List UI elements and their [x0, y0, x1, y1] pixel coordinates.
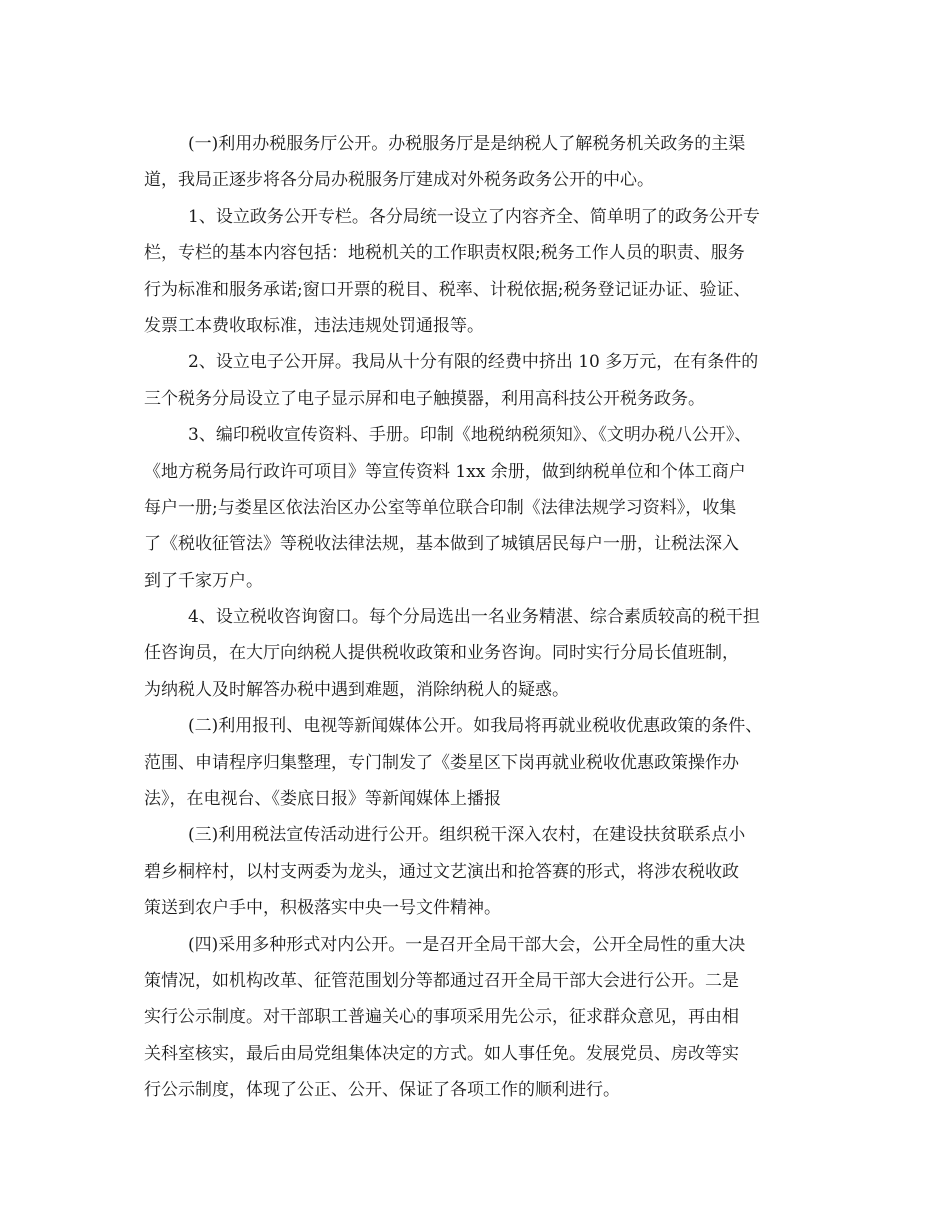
paragraph-line: 法》，在电视台、《娄底日报》等新闻媒体上播报 [144, 789, 501, 810]
paragraph-p4 [144, 417, 816, 599]
paragraph-line: 行公示制度，体现了公正、公开、保证了各项工作的顺利进行。 [144, 1080, 620, 1101]
paragraph-line: 4、设立税收咨询窗口。每个分局选出一名业务精湛、综合素质较高的税干担 [188, 607, 760, 628]
paragraph-line: 碧乡桐梓村，以村支两委为龙头，通过文艺演出和抢答赛的形式，将涉农税收政 [144, 861, 739, 882]
paragraph-line: 关科室核实，最后由局党组集体决定的方式。如人事任免。发展党员、房改等实 [144, 1043, 739, 1064]
paragraph-line: (三)利用税法宣传活动进行公开。组织税干深入农村，在建设扶贫联系点小 [188, 825, 746, 846]
paragraph-line: 3、编印税收宣传资料、手册。印制《地税纳税须知》、《文明办税八公开》、 [188, 425, 752, 446]
paragraph-line: (二)利用报刊、电视等新闻媒体公开。如我局将再就业税收优惠政策的条件、 [188, 716, 763, 737]
paragraph-line: 2、设立电子公开屏。我局从十分有限的经费中挤出 10 多万元，在有条件的 [188, 352, 759, 373]
paragraph-p6 [144, 708, 816, 817]
paragraph-line: 1、设立政务公开专栏。各分局统一设立了内容齐全、简单明了的政务公开专 [188, 206, 760, 227]
paragraph-line: 三个税务分局设立了电子显示屏和电子触摸器，利用高科技公开税务政务。 [144, 388, 705, 409]
paragraph-line: 实行公示制度。对干部职工普遍关心的事项采用先公示，征求群众意见，再由相 [144, 1007, 739, 1028]
paragraph-p2 [144, 199, 816, 345]
paragraph-line: 到了千家万户。 [144, 570, 263, 591]
paragraph-line: 策情况，如机构改革、征管范围划分等都通过召开全局干部大会进行公开。二是 [144, 970, 739, 991]
paragraph-line: 任咨询员，在大厅向纳税人提供税收政策和业务咨询。同时实行分局长值班制， [144, 643, 739, 664]
paragraph-p8 [144, 927, 816, 1109]
paragraph-line: (一)利用办税服务厅公开。办税服务厅是是纳税人了解税务机关政务的主渠 [188, 134, 746, 154]
paragraph-line: 了《税收征管法》等税收法律法规，基本做到了城镇居民每户一册，让税法深入 [144, 534, 739, 555]
paragraph-line: 范围、申请程序归集整理，专门制发了《娄星区下岗再就业税收优惠政策操作办 [144, 752, 739, 773]
paragraph-p7 [144, 817, 816, 926]
paragraph-line: 道，我局正逐步将各分局办税服务厅建成对外税务政务公开的中心。 [144, 170, 654, 191]
paragraph-line: 《地方税务局行政许可项目》等宣传资料 1xx 余册，做到纳税单位和个体工商户 [144, 461, 746, 482]
paragraph-p5 [144, 599, 816, 708]
paragraph-p3 [144, 344, 816, 417]
paragraph-line: 为纳税人及时解答办税中遇到难题，消除纳税人的疑惑。 [144, 679, 569, 700]
paragraph-line: 每户一册;与娄星区依法治区办公室等单位联合印制《法律法规学习资料》，收集 [144, 497, 737, 518]
document-page [144, 126, 816, 1109]
paragraph-line: 栏，专栏的基本内容包括：地税机关的工作职责权限;税务工作人员的职责、服务 [144, 243, 745, 264]
paragraph-line: (四)采用多种形式对内公开。一是召开全局干部大会，公开全局性的重大决 [188, 934, 746, 955]
paragraph-line: 策送到农户手中，积极落实中央一号文件精神。 [144, 898, 501, 919]
paragraph-line: 发票工本费收取标准，违法违规处罚通报等。 [144, 315, 484, 336]
paragraph-p1 [144, 126, 816, 199]
paragraph-line: 行为标准和服务承诺;窗口开票的税目、税率、计税依据;税务登记证办证、验证、 [144, 279, 751, 300]
